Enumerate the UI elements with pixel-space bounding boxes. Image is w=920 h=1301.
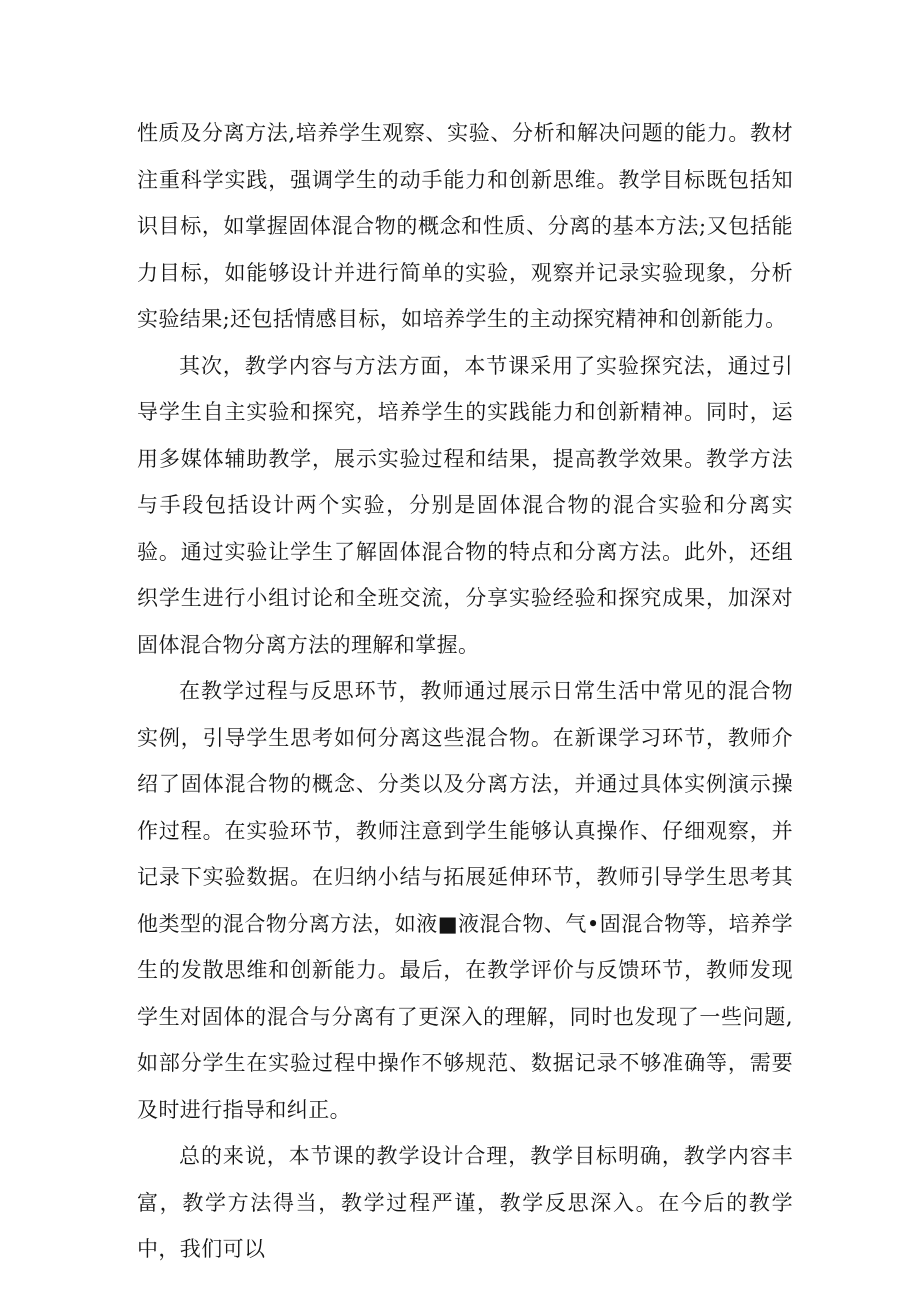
paragraph-teaching-process-reflection: 在教学过程与反思环节，教师通过展示日常生活中常见的混合物实例，引导学生思考如何分离这些混合物。在新课学习环节，教师介绍了固体混合物的概念、分类以及分离方法，并通过具体实例演示操作过程。在实验环节，教师注意到学生能够认真操作、仔细观察，并记录下实验数据。在归纳小结与拓展延伸环节，教师引导学生思考其他类型的混合物分离方法，如液■液混合物、气•固混合物等，培养学生的发散思维和创新能力。最后，在教学评价与反馈环节，教师发现学生对固体的混合与分离有了更深入的理解，同时也发现了一些问题,如部分学生在实验过程中操作不够规范、数据记录不够准确等，需要及时进行指导和纠正。 — [137, 679, 793, 1122]
paragraph-summary: 总的来说，本节课的教学设计合理，教学目标明确，教学内容丰富，教学方法得当，教学过程严谨，教学反思深入。在今后的教学中，我们可以 — [137, 1144, 793, 1261]
paragraph-continued: 性质及分离方法,培养学生观察、实验、分析和解决问题的能力。教材注重科学实践，强调学生的动手能力和创新思维。教学目标既包括知识目标，如掌握固体混合物的概念和性质、分离的基本方法;又包括能力目标，如能够设计并进行简单的实验，观察并记录实验现象，分析实验结果;还包括情感目标，如培养学生的主动探究精神和创新能力。 — [137, 121, 793, 331]
paragraph-teaching-content-methods: 其次，教学内容与方法方面，本节课采用了实验探究法，通过引导学生自主实验和探究，培养学生的实践能力和创新精神。同时，运用多媒体辅助教学，展示实验过程和结果，提高教学效果。教学方法与手段包括设计两个实验，分别是固体混合物的混合实验和分离实验。通过实验让学生了解固体混合物的特点和分离方法。此外，还组织学生进行小组讨论和全班交流，分享实验经验和探究成果，加深对固体混合物分离方法的理解和掌握。 — [137, 353, 793, 657]
body-text — [137, 110, 793, 1273]
